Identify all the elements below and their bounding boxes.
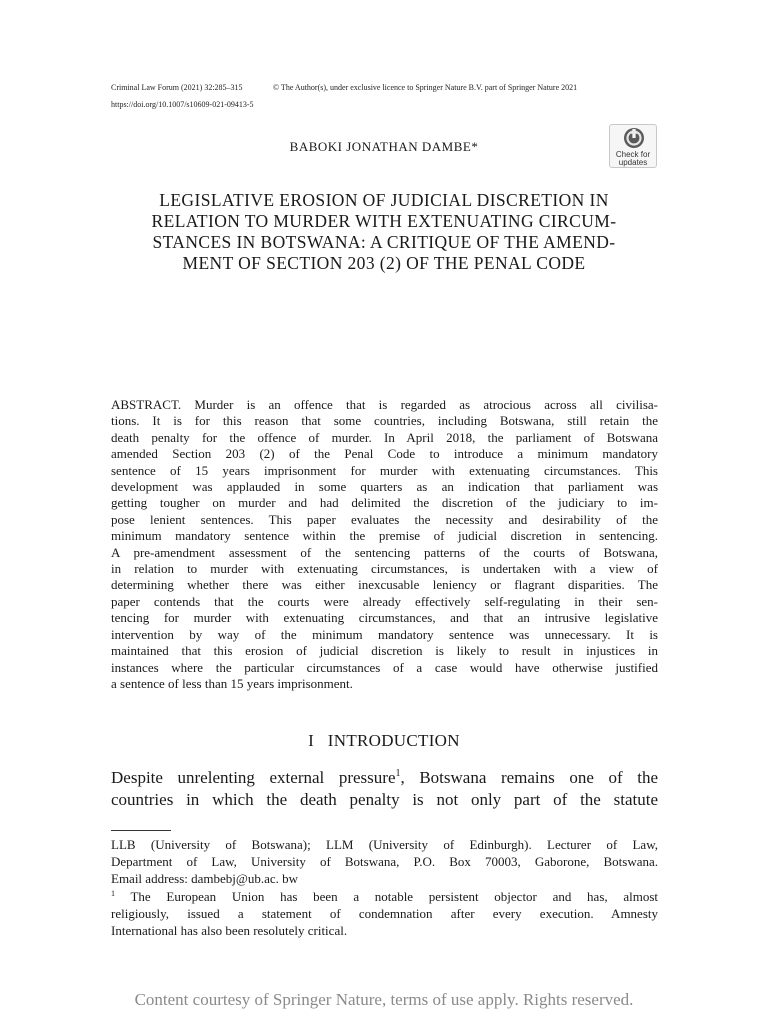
abstract-line: tencing for murder with extenuating circumstances, and that an intrusive legislative bbox=[111, 610, 658, 626]
crossmark-icon bbox=[623, 127, 645, 149]
abstract-line: determining whether there was either inexcusable leniency or flagrant disparities. The bbox=[111, 577, 658, 593]
footnote-divider bbox=[111, 830, 171, 831]
footnote-line: LLB (University of Botswana); LLM (University of Edinburgh). Lecturer of Law, bbox=[111, 837, 658, 852]
check-for-label: Check for bbox=[615, 150, 651, 159]
abstract-line: death penalty for the offence of murder. In April 2018, the parliament of Botswana bbox=[111, 429, 658, 445]
abstract bbox=[111, 397, 658, 692]
check-for-updates-badge[interactable] bbox=[609, 124, 657, 168]
footnote-text: The European Union has been a notable persistent objector and has, almost bbox=[115, 889, 658, 904]
footnote-ref-1[interactable]: 1 bbox=[395, 768, 401, 779]
abstract-line: maintained that this erosion of judicial discretion is likely to result in injustices in bbox=[111, 643, 658, 659]
copyright-notice: © The Author(s), under exclusive licence to Springer Nature B.V. part of Springer Nature 2021 bbox=[273, 83, 578, 92]
abstract-line: intervention by way of the minimum mandatory sentence was unnecessary. It is bbox=[111, 626, 658, 642]
footnote-line bbox=[111, 888, 658, 905]
abstract-line: in relation to murder with extenuating circumstances, is undertaken with a view of bbox=[111, 561, 658, 577]
journal-citation: Criminal Law Forum (2021) 32:285–315 bbox=[111, 83, 243, 92]
abstract-line: paper contends that the courts were already effectively self-regulating in their sen- bbox=[111, 593, 658, 609]
footnote-line: religiously, issued a statement of condemnation after every execution. Amnesty bbox=[111, 906, 658, 921]
abstract-line: pose lenient sentences. This paper evaluates the necessity and desirability of the bbox=[111, 511, 658, 527]
abstract-line: sentence of 15 years imprisonment for murder with extenuating circumstances. This bbox=[111, 462, 658, 478]
abstract-line: ABSTRACT. Murder is an offence that is regarded as atrocious across all civilisa- bbox=[111, 397, 658, 412]
footnote-line: Email address: dambebj@ub.ac. bw bbox=[111, 871, 299, 886]
intro-text: Despite unrelenting external pressure bbox=[111, 768, 396, 787]
abstract-line: minimum mandatory sentence within the premise of judicial discretion in sentencing. bbox=[111, 528, 658, 544]
intro-text: , Botswana remains one of the bbox=[400, 768, 658, 787]
footnote-number: 1 bbox=[111, 889, 115, 898]
footnote-1 bbox=[111, 888, 658, 939]
updates-label: updates bbox=[618, 158, 648, 167]
title-line: STANCES IN BOTSWANA: A CRITIQUE OF THE AMEND- bbox=[152, 232, 616, 252]
doi-link[interactable]: https://doi.org/10.1007/s10609-021-09413-5 bbox=[111, 100, 254, 109]
intro-paragraph bbox=[111, 767, 658, 811]
copyright-watermark: Content courtesy of Springer Nature, terms of use apply. Rights reserved. bbox=[134, 990, 634, 1009]
abstract-line: tions. It is for this reason that some countries, including Botswana, still retain the bbox=[111, 413, 658, 429]
footnote-line: International has also been resolutely critical. bbox=[111, 923, 348, 938]
title-line: RELATION TO MURDER WITH EXTENUATING CIRCUM- bbox=[151, 211, 617, 231]
abstract-line: a sentence of less than 15 years imprisonment. bbox=[111, 675, 353, 691]
section-heading: I INTRODUCTION bbox=[308, 731, 460, 750]
abstract-line: development was applauded in some quarters as an indication that parliament was bbox=[111, 479, 658, 495]
intro-line: countries in which the death penalty is not only part of the statute bbox=[111, 790, 658, 809]
abstract-line: amended Section 203 (2) of the Penal Code to introduce a minimum mandatory bbox=[111, 446, 658, 462]
footnote-line: Department of Law, University of Botswana, P.O. Box 70003, Gaborone, Botswana. bbox=[111, 854, 658, 869]
abstract-line: getting tougher on murder and had delimited the discretion of the judiciary to im- bbox=[111, 495, 658, 511]
abstract-line: A pre-amendment assessment of the sentencing patterns of the courts of Botswana, bbox=[111, 544, 658, 560]
article-title bbox=[96, 190, 672, 274]
abstract-line: instances where the particular circumstances of a case would have otherwise justified bbox=[111, 659, 658, 675]
intro-line bbox=[111, 767, 658, 789]
author-name: BABOKI JONATHAN DAMBE* bbox=[289, 139, 479, 154]
title-line: LEGISLATIVE EROSION OF JUDICIAL DISCRETION IN bbox=[159, 190, 609, 210]
title-line: MENT OF SECTION 203 (2) OF THE PENAL CODE bbox=[182, 253, 586, 273]
author-footnote bbox=[111, 836, 658, 887]
